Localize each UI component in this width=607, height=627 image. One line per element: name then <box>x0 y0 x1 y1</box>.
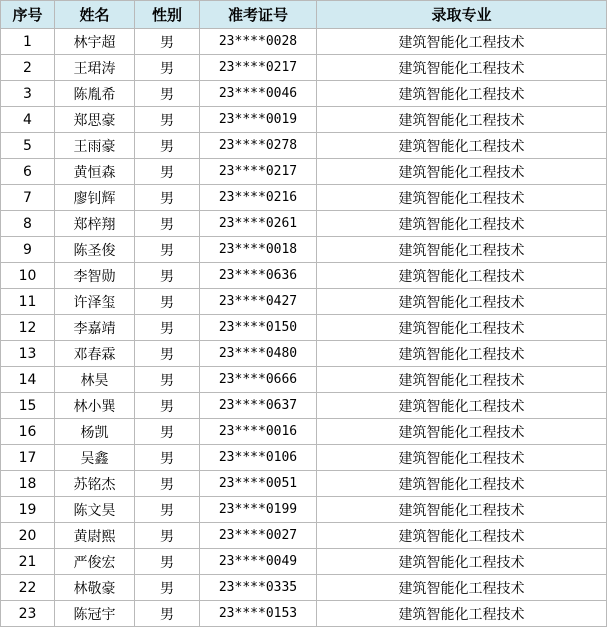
table-body <box>1 29 607 627</box>
cell-name: 林宇超 <box>55 29 135 55</box>
cell-index: 1 <box>1 29 55 55</box>
cell-exam-id: 23****0335 <box>200 575 317 601</box>
table-row <box>1 159 607 185</box>
cell-name: 杨凯 <box>55 419 135 445</box>
cell-gender: 男 <box>135 471 200 497</box>
cell-exam-id: 23****0217 <box>200 55 317 81</box>
table-row <box>1 237 607 263</box>
table-row <box>1 549 607 575</box>
cell-exam-id: 23****0018 <box>200 237 317 263</box>
cell-gender: 男 <box>135 549 200 575</box>
table-row <box>1 367 607 393</box>
table-row <box>1 471 607 497</box>
header-row <box>1 1 607 29</box>
cell-index: 3 <box>1 81 55 107</box>
cell-major: 建筑智能化工程技术 <box>317 29 607 55</box>
cell-exam-id: 23****0153 <box>200 601 317 627</box>
cell-exam-id: 23****0150 <box>200 315 317 341</box>
cell-name: 郑梓翔 <box>55 211 135 237</box>
cell-index: 22 <box>1 575 55 601</box>
table-header <box>1 1 607 29</box>
header-major: 录取专业 <box>317 1 607 29</box>
cell-index: 11 <box>1 289 55 315</box>
cell-exam-id: 23****0046 <box>200 81 317 107</box>
table-row <box>1 315 607 341</box>
header-name: 姓名 <box>55 1 135 29</box>
cell-major: 建筑智能化工程技术 <box>317 237 607 263</box>
cell-index: 14 <box>1 367 55 393</box>
cell-index: 18 <box>1 471 55 497</box>
cell-exam-id: 23****0216 <box>200 185 317 211</box>
cell-name: 李智勋 <box>55 263 135 289</box>
cell-gender: 男 <box>135 289 200 315</box>
table-row <box>1 133 607 159</box>
cell-index: 19 <box>1 497 55 523</box>
cell-index: 5 <box>1 133 55 159</box>
cell-gender: 男 <box>135 393 200 419</box>
table-row <box>1 29 607 55</box>
cell-major: 建筑智能化工程技术 <box>317 55 607 81</box>
cell-index: 2 <box>1 55 55 81</box>
cell-index: 9 <box>1 237 55 263</box>
cell-major: 建筑智能化工程技术 <box>317 549 607 575</box>
table-row <box>1 341 607 367</box>
cell-index: 8 <box>1 211 55 237</box>
table-row <box>1 601 607 627</box>
cell-exam-id: 23****0666 <box>200 367 317 393</box>
cell-major: 建筑智能化工程技术 <box>317 133 607 159</box>
cell-index: 13 <box>1 341 55 367</box>
header-exam-id: 准考证号 <box>200 1 317 29</box>
cell-name: 林小巽 <box>55 393 135 419</box>
cell-name: 陈冠宇 <box>55 601 135 627</box>
cell-exam-id: 23****0261 <box>200 211 317 237</box>
cell-name: 廖钊辉 <box>55 185 135 211</box>
cell-index: 23 <box>1 601 55 627</box>
cell-gender: 男 <box>135 367 200 393</box>
table-row <box>1 497 607 523</box>
cell-exam-id: 23****0051 <box>200 471 317 497</box>
cell-gender: 男 <box>135 263 200 289</box>
cell-major: 建筑智能化工程技术 <box>317 393 607 419</box>
cell-index: 17 <box>1 445 55 471</box>
cell-major: 建筑智能化工程技术 <box>317 289 607 315</box>
cell-index: 7 <box>1 185 55 211</box>
cell-major: 建筑智能化工程技术 <box>317 445 607 471</box>
cell-gender: 男 <box>135 185 200 211</box>
table-row <box>1 289 607 315</box>
cell-index: 6 <box>1 159 55 185</box>
cell-major: 建筑智能化工程技术 <box>317 601 607 627</box>
cell-exam-id: 23****0028 <box>200 29 317 55</box>
table-row <box>1 523 607 549</box>
cell-name: 林敬豪 <box>55 575 135 601</box>
cell-major: 建筑智能化工程技术 <box>317 211 607 237</box>
table-row <box>1 55 607 81</box>
cell-exam-id: 23****0217 <box>200 159 317 185</box>
table-row <box>1 393 607 419</box>
cell-name: 黄恒森 <box>55 159 135 185</box>
cell-major: 建筑智能化工程技术 <box>317 263 607 289</box>
cell-name: 黄尉熙 <box>55 523 135 549</box>
cell-exam-id: 23****0199 <box>200 497 317 523</box>
cell-name: 邓春霖 <box>55 341 135 367</box>
cell-exam-id: 23****0480 <box>200 341 317 367</box>
table-row <box>1 445 607 471</box>
table-row <box>1 575 607 601</box>
cell-gender: 男 <box>135 445 200 471</box>
table-row <box>1 211 607 237</box>
cell-major: 建筑智能化工程技术 <box>317 185 607 211</box>
cell-name: 王雨豪 <box>55 133 135 159</box>
cell-index: 4 <box>1 107 55 133</box>
table-row <box>1 263 607 289</box>
cell-index: 15 <box>1 393 55 419</box>
cell-major: 建筑智能化工程技术 <box>317 419 607 445</box>
table-row <box>1 185 607 211</box>
cell-index: 20 <box>1 523 55 549</box>
cell-gender: 男 <box>135 29 200 55</box>
cell-gender: 男 <box>135 575 200 601</box>
cell-name: 李嘉靖 <box>55 315 135 341</box>
cell-major: 建筑智能化工程技术 <box>317 159 607 185</box>
cell-index: 10 <box>1 263 55 289</box>
table-row <box>1 419 607 445</box>
cell-major: 建筑智能化工程技术 <box>317 497 607 523</box>
cell-major: 建筑智能化工程技术 <box>317 315 607 341</box>
cell-index: 12 <box>1 315 55 341</box>
cell-gender: 男 <box>135 107 200 133</box>
cell-exam-id: 23****0278 <box>200 133 317 159</box>
cell-exam-id: 23****0027 <box>200 523 317 549</box>
cell-gender: 男 <box>135 211 200 237</box>
cell-exam-id: 23****0636 <box>200 263 317 289</box>
cell-name: 陈文昊 <box>55 497 135 523</box>
cell-gender: 男 <box>135 55 200 81</box>
cell-exam-id: 23****0427 <box>200 289 317 315</box>
cell-name: 陈圣俊 <box>55 237 135 263</box>
cell-name: 林昊 <box>55 367 135 393</box>
cell-major: 建筑智能化工程技术 <box>317 81 607 107</box>
cell-gender: 男 <box>135 601 200 627</box>
cell-name: 许泽玺 <box>55 289 135 315</box>
cell-major: 建筑智能化工程技术 <box>317 575 607 601</box>
cell-major: 建筑智能化工程技术 <box>317 471 607 497</box>
cell-index: 21 <box>1 549 55 575</box>
header-index: 序号 <box>1 1 55 29</box>
cell-name: 严俊宏 <box>55 549 135 575</box>
cell-name: 陈胤希 <box>55 81 135 107</box>
cell-gender: 男 <box>135 315 200 341</box>
cell-gender: 男 <box>135 341 200 367</box>
cell-exam-id: 23****0016 <box>200 419 317 445</box>
cell-exam-id: 23****0019 <box>200 107 317 133</box>
cell-name: 吴鑫 <box>55 445 135 471</box>
cell-major: 建筑智能化工程技术 <box>317 367 607 393</box>
cell-major: 建筑智能化工程技术 <box>317 523 607 549</box>
cell-major: 建筑智能化工程技术 <box>317 107 607 133</box>
cell-gender: 男 <box>135 237 200 263</box>
cell-gender: 男 <box>135 159 200 185</box>
cell-gender: 男 <box>135 419 200 445</box>
cell-gender: 男 <box>135 523 200 549</box>
cell-index: 16 <box>1 419 55 445</box>
cell-exam-id: 23****0637 <box>200 393 317 419</box>
cell-gender: 男 <box>135 81 200 107</box>
cell-exam-id: 23****0049 <box>200 549 317 575</box>
cell-name: 郑思豪 <box>55 107 135 133</box>
cell-major: 建筑智能化工程技术 <box>317 341 607 367</box>
table-row <box>1 107 607 133</box>
header-gender: 性别 <box>135 1 200 29</box>
cell-gender: 男 <box>135 133 200 159</box>
cell-gender: 男 <box>135 497 200 523</box>
cell-name: 王珺涛 <box>55 55 135 81</box>
cell-exam-id: 23****0106 <box>200 445 317 471</box>
cell-name: 苏铭杰 <box>55 471 135 497</box>
table-row <box>1 81 607 107</box>
